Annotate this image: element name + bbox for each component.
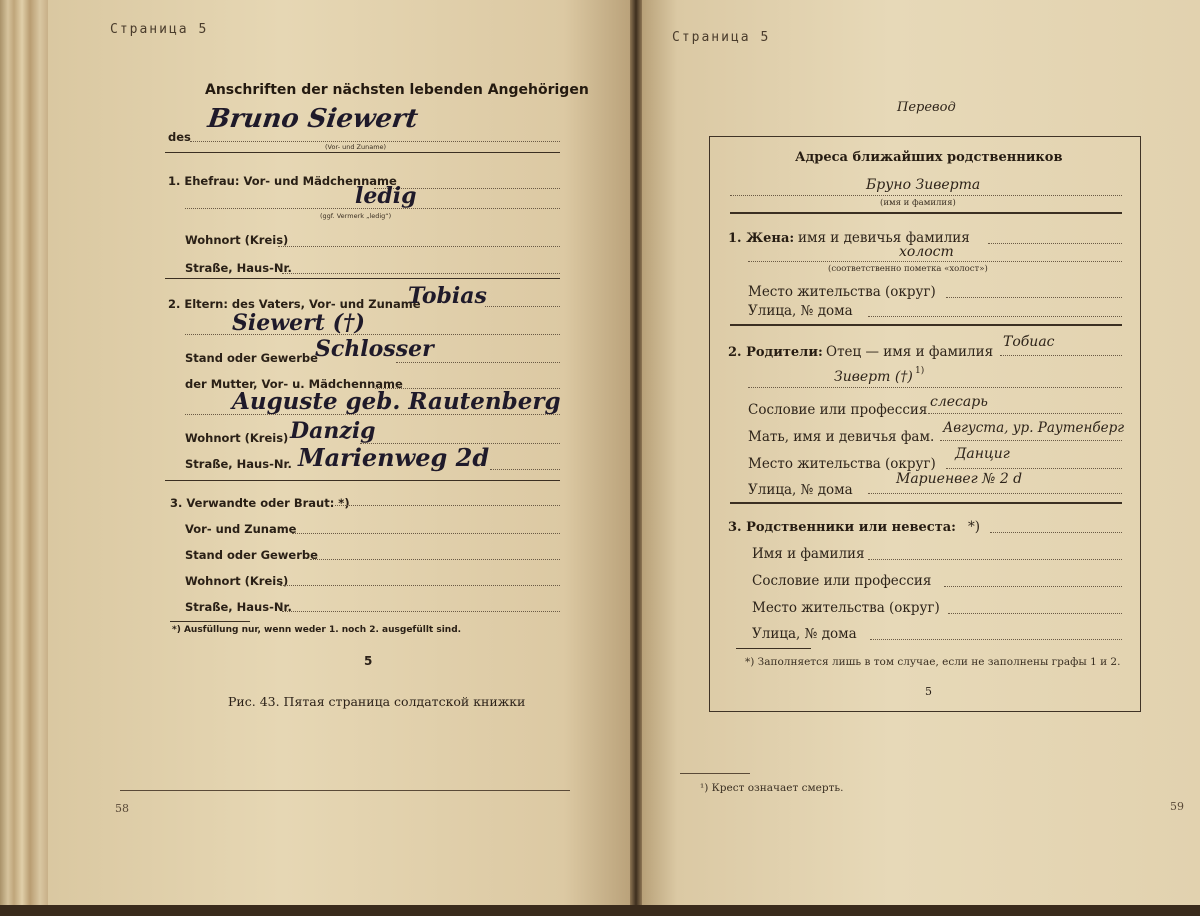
s1-line-b-ru (748, 261, 1122, 262)
mother-line-b (185, 414, 560, 415)
section-divider (165, 278, 560, 279)
section-1-line-b (185, 208, 560, 209)
handwritten-wohnort: Danzig (290, 418, 376, 444)
wohnort-label-2: Wohnort (Kreis) (185, 431, 289, 445)
s3-strasse-line (282, 611, 560, 612)
book-gutter (630, 0, 642, 916)
strasse-line-1 (282, 273, 560, 274)
russian-footnote: *) Заполняется лишь в том случае, если не заполнены графы 1 и 2. (745, 656, 1121, 668)
mesto2-value-ru: Данциг (955, 446, 1010, 462)
s3-stand-label: Stand oder Gewerbe (185, 548, 318, 562)
mesto2-line-ru (946, 468, 1122, 469)
owner-name-caption-ru: (имя и фамилия) (880, 198, 956, 208)
section-3-line (335, 505, 560, 506)
section-1-heading: 1. Ehefrau: Vor- und Mädchenname (168, 174, 397, 188)
left-bottom-rule (120, 790, 570, 791)
s3-wohnort-label: Wohnort (Kreis) (185, 574, 289, 588)
father-last-ru: Зиверт (†) (834, 369, 913, 385)
russian-form-title: Адреса ближайших родственников (795, 150, 1063, 165)
handwritten-father-first: Tobias (408, 283, 487, 309)
section-2-heading: 2. Eltern: des Vaters, Vor- und Zuname (168, 297, 421, 311)
s3-star-ru: *) (968, 519, 981, 535)
s3-ulica-label-ru: Улица, № дома (752, 626, 857, 642)
section-divider (165, 480, 560, 481)
footnote-rule-ru (736, 648, 811, 649)
handwritten-father-last: Siewert (†) (232, 310, 365, 336)
owner-name-line (190, 141, 560, 142)
s2-label-rest-ru: Отец — имя и фамилия (826, 344, 994, 360)
father-footnote-mark: 1) (915, 366, 925, 376)
s2-label-bold-ru: 2. Родители: (728, 345, 823, 360)
s1-label-rest-ru: имя и девичья фамилия (798, 230, 970, 246)
s1-caption-ru: (соответственно пометка «холост») (828, 264, 988, 274)
s3-mesto-label-ru: Место жительства (округ) (752, 600, 940, 616)
ulica2-value-ru: Мариенвег № 2 d (896, 471, 1023, 487)
mother-line-ru (940, 440, 1122, 441)
german-form-title: Anschriften der nächsten lebenden Angehörigen (205, 82, 589, 98)
s3-heading-ru: 3. Родственники или невеста: (728, 520, 956, 535)
cross-footnote: ¹) Крест означает смерть. (700, 782, 844, 794)
left-folio: 58 (115, 802, 129, 815)
mother-label: der Mutter, Vor- u. Mädchenname (185, 377, 403, 391)
german-footnote: *) Ausfüllung nur, wenn weder 1. noch 2. ausgefüllt sind. (172, 625, 462, 635)
des-label: des (168, 130, 191, 144)
s3-soslovie-label-ru: Сословие или профессия (752, 573, 932, 589)
s1-label-bold-ru: 1. Жена: (728, 231, 795, 246)
stand-line (396, 362, 560, 363)
owner-name-caption: (Vor- und Zuname) (325, 143, 387, 151)
handwritten-stand: Schlosser (315, 336, 434, 362)
mother-label-ru: Мать, имя и девичья фам. (748, 429, 935, 445)
right-form-page-number: 5 (925, 685, 932, 698)
wohnort-label-1: Wohnort (Kreis) (185, 233, 289, 247)
father-line-a (485, 306, 560, 307)
s3-line-ru (990, 532, 1122, 533)
wohnort-line-1 (278, 246, 560, 247)
mother-value-ru: Августа, ур. Раутенберг (943, 420, 1125, 436)
s3-strasse-label: Straße, Haus-Nr. (185, 600, 292, 614)
ulica-line-ru (868, 316, 1122, 317)
section-divider (165, 152, 560, 153)
section-divider-ru (730, 502, 1122, 504)
s3-name-label-ru: Имя и фамилия (752, 546, 865, 562)
s3-name-line-ru (868, 559, 1122, 560)
right-page-header: Страница 5 (672, 30, 771, 45)
handwritten-ledig: ledig (355, 183, 417, 209)
s3-ulica-line-ru (870, 639, 1122, 640)
stand-label: Stand oder Gewerbe (185, 351, 318, 365)
mesto-line-ru (946, 297, 1122, 298)
book-bottom-edge (0, 905, 1200, 916)
strasse-label-2: Straße, Haus-Nr. (185, 457, 292, 471)
ulica2-line-ru (868, 493, 1122, 494)
handwritten-strasse: Marienweg 2d (298, 443, 490, 472)
section-divider-ru (730, 324, 1122, 326)
section-3-heading: 3. Verwandte oder Braut: *) (170, 496, 350, 510)
handwritten-owner-name: Bruno Siewert (205, 104, 420, 134)
ulica-label-ru: Улица, № дома (748, 303, 853, 319)
strasse-line-2 (490, 469, 560, 470)
right-folio: 59 (1170, 800, 1184, 813)
perevod-label: Перевод (897, 100, 956, 115)
mesto-label-ru: Место жительства (округ) (748, 284, 936, 300)
page-edges (0, 0, 48, 916)
s1-line-a-ru (988, 243, 1122, 244)
left-page-header: Страница 5 (110, 22, 209, 37)
ledig-caption: (ggf. Vermerk „ledig“) (320, 212, 392, 220)
s3-wohnort-line (280, 585, 560, 586)
s1-value-ru: холост (899, 244, 954, 260)
father-first-ru: Тобиас (1003, 334, 1055, 350)
father-line-b-ru (748, 387, 1122, 388)
father-line-b (185, 334, 560, 335)
figure-caption: Рис. 43. Пятая страница солдатской книжки (228, 694, 526, 709)
bottom-note-rule (680, 773, 750, 774)
soslovie-value-ru: слесарь (930, 394, 988, 410)
left-form-page-number: 5 (364, 654, 373, 668)
s3-name-line (292, 533, 560, 534)
s3-name-label: Vor- und Zuname (185, 522, 297, 536)
ulica2-label-ru: Улица, № дома (748, 482, 853, 498)
mesto2-label-ru: Место жительства (округ) (748, 456, 936, 472)
s3-mesto-line-ru (948, 613, 1122, 614)
footnote-rule (170, 621, 250, 622)
owner-name-ru: Бруно Зиверта (866, 177, 981, 193)
strasse-label-1: Straße, Haus-Nr. (185, 261, 292, 275)
handwritten-mother: Auguste geb. Rautenberg (232, 388, 561, 415)
section-divider-ru (730, 212, 1122, 214)
s3-soslovie-line-ru (944, 586, 1122, 587)
father-line-a-ru (1000, 355, 1122, 356)
soslovie-label-ru: Сословие или профессия (748, 402, 928, 418)
s3-stand-line (310, 559, 560, 560)
soslovie-line-ru (928, 413, 1122, 414)
owner-name-line-ru (730, 195, 1122, 196)
